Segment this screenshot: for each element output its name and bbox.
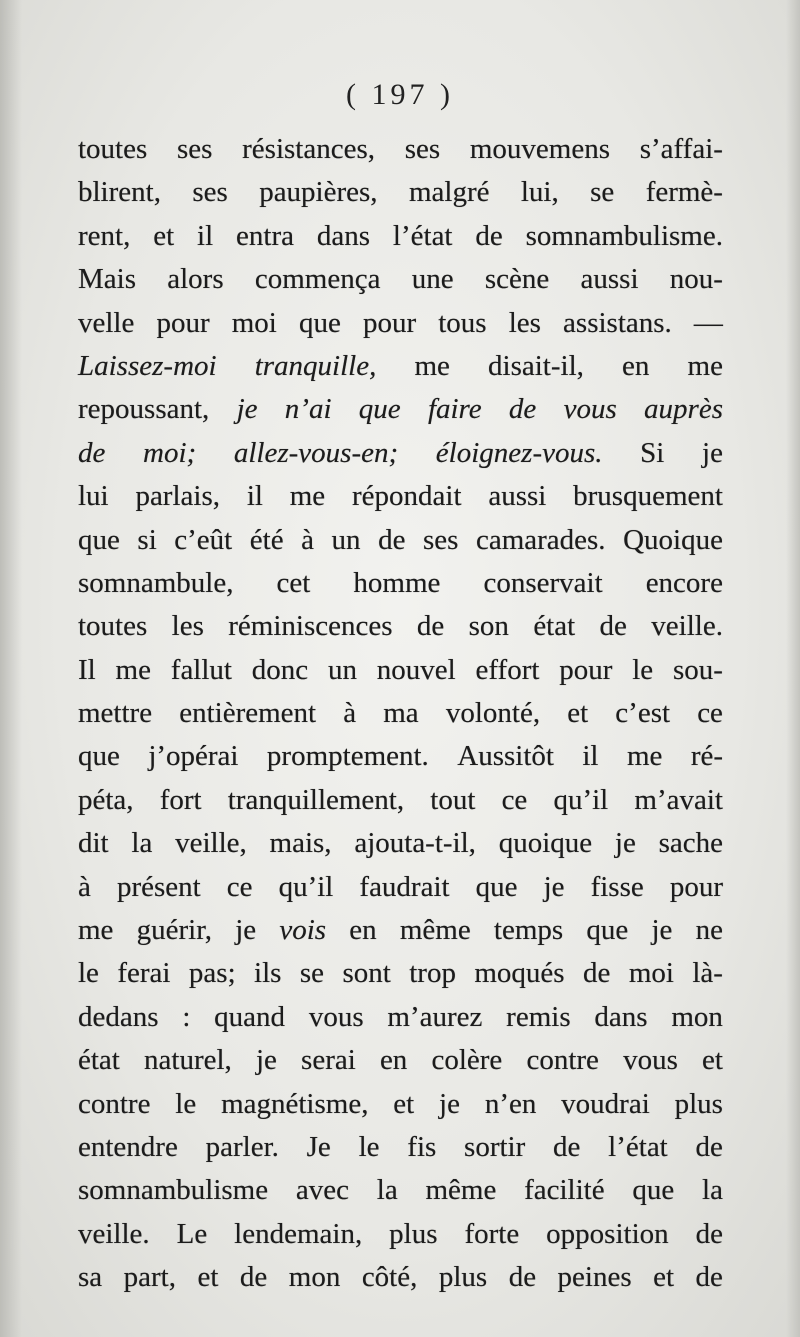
page-shadow-right	[786, 0, 800, 1337]
word: il	[246, 480, 263, 513]
word: en	[349, 914, 377, 947]
word: sache	[658, 827, 723, 860]
word: aussi	[580, 263, 639, 296]
word: Le	[176, 1217, 208, 1250]
text-line	[78, 562, 723, 605]
word: tout	[430, 783, 476, 816]
word: de	[695, 1261, 723, 1294]
word: tranquille,	[254, 349, 377, 382]
word: voudrai	[561, 1087, 650, 1120]
word: n’ai	[284, 393, 332, 426]
text-line	[78, 692, 723, 735]
text-line	[78, 866, 723, 909]
word: ajouta-t-il,	[354, 827, 476, 860]
word: et	[567, 697, 589, 730]
word: répondait	[352, 480, 462, 513]
word: de	[416, 610, 445, 643]
word: là-	[692, 957, 723, 990]
word: s’affai-	[639, 133, 723, 165]
word: m’avait	[634, 783, 723, 816]
word: le	[78, 957, 99, 990]
word: colère	[431, 1044, 503, 1077]
word: mon	[671, 1000, 723, 1033]
word: pas;	[188, 957, 236, 990]
word: même	[425, 1174, 497, 1207]
word: pour	[156, 306, 210, 339]
word: vous	[623, 1044, 678, 1077]
word: sa	[78, 1261, 103, 1294]
word: Aussitôt	[457, 740, 554, 773]
word: de	[508, 393, 537, 426]
word: un	[331, 523, 361, 556]
word: camarades.	[475, 523, 606, 556]
word: remis	[506, 1000, 571, 1033]
word: l’état	[392, 219, 453, 252]
word: ses	[176, 133, 213, 165]
word: m’aurez	[387, 1000, 483, 1033]
text-line	[78, 302, 723, 345]
word: même	[399, 914, 471, 947]
word: lendemain,	[234, 1217, 363, 1250]
word: que	[475, 870, 518, 903]
word: rent,	[78, 219, 131, 252]
word: entièrement	[179, 697, 317, 730]
text-line	[78, 171, 723, 214]
word: une	[411, 263, 454, 296]
word: un	[327, 653, 357, 686]
word: et	[702, 1044, 723, 1077]
word: somnambulisme.	[525, 219, 723, 252]
word: de	[695, 1130, 723, 1163]
word: nou-	[669, 263, 723, 296]
word: Laissez-moi	[78, 349, 217, 382]
word: qu’il	[553, 783, 609, 816]
word: état	[533, 610, 576, 643]
word: péta,	[78, 783, 134, 816]
word: somnambulisme	[78, 1174, 269, 1207]
word: conservait	[483, 566, 603, 599]
word: plus	[438, 1261, 488, 1294]
word: il	[582, 740, 599, 773]
word: dans	[594, 1000, 648, 1033]
word: donc	[251, 653, 309, 686]
word: me	[626, 740, 663, 773]
word: scène	[484, 263, 550, 296]
word: se	[590, 176, 615, 209]
word: tranquillement,	[227, 783, 405, 816]
word: de	[475, 219, 503, 252]
word: Si	[640, 436, 665, 469]
word: je	[543, 870, 565, 903]
word: la	[702, 1174, 723, 1207]
word: Il	[78, 653, 96, 686]
word: opposition	[546, 1217, 669, 1250]
word: trop	[409, 957, 456, 990]
word: de	[378, 523, 406, 556]
word: je	[702, 436, 723, 469]
word: ils	[254, 957, 282, 990]
word: mon	[288, 1261, 341, 1294]
word: mouvemens	[469, 133, 611, 165]
text-line	[78, 605, 723, 648]
word: toutes	[78, 610, 148, 643]
word: la	[376, 1174, 398, 1207]
word: allez-vous-en;	[233, 436, 399, 469]
word: dedans	[78, 1000, 159, 1033]
word: alors	[167, 263, 224, 296]
word: le	[358, 1130, 380, 1163]
word: homme	[353, 566, 441, 599]
word: dans	[316, 219, 371, 252]
word: je	[614, 827, 636, 860]
word: je	[236, 393, 258, 426]
word: ma	[383, 697, 419, 730]
word: en	[379, 1044, 408, 1077]
word: auprès	[644, 393, 723, 426]
word: disait-il,	[488, 349, 584, 382]
word: commença	[254, 263, 381, 296]
word: magnétisme,	[221, 1087, 369, 1120]
text-line	[78, 388, 723, 431]
word: malgré	[408, 176, 490, 209]
word: brusquement	[573, 480, 723, 513]
word: mettre	[78, 697, 153, 730]
word: il	[197, 219, 214, 252]
word: guérir,	[136, 914, 212, 947]
word: sont	[342, 957, 391, 990]
word: :	[182, 1000, 191, 1033]
word: blirent,	[78, 176, 161, 209]
word: je	[235, 914, 257, 947]
word: faire	[427, 393, 482, 426]
word: me	[414, 349, 450, 382]
word: temps	[493, 914, 564, 947]
word: aussi	[488, 480, 547, 513]
word: le	[632, 653, 654, 686]
word: de	[508, 1261, 537, 1294]
word: si	[137, 523, 157, 556]
word: ses	[404, 133, 441, 165]
word: me	[289, 480, 326, 513]
word: côté,	[361, 1261, 418, 1294]
word: l’état	[608, 1130, 668, 1163]
word: peines	[557, 1261, 632, 1294]
text-line	[78, 1169, 723, 1212]
text-line	[78, 1083, 723, 1126]
text-line	[78, 1039, 723, 1082]
word: son	[468, 610, 509, 643]
word: part,	[123, 1261, 176, 1294]
word: de	[599, 610, 627, 643]
text-line	[78, 996, 723, 1039]
word: vois	[279, 914, 327, 947]
word: réminiscences	[228, 610, 393, 643]
word: les	[171, 610, 204, 643]
word: me	[78, 914, 114, 947]
body-text	[78, 128, 723, 1300]
word: moqués	[474, 957, 565, 990]
text-line	[78, 909, 723, 952]
word: plus	[674, 1087, 723, 1120]
text-line	[78, 345, 723, 388]
word: les	[508, 306, 541, 339]
text-line	[78, 215, 723, 258]
word: naturel,	[144, 1044, 232, 1077]
text-line	[78, 952, 723, 995]
word: c’est	[615, 697, 671, 730]
word: avec	[295, 1174, 349, 1207]
word: vous	[308, 1000, 364, 1033]
word: ce	[226, 870, 253, 903]
word: Quoique	[623, 523, 723, 556]
word: assistans.	[563, 306, 672, 339]
word: se	[299, 957, 325, 990]
word: je	[651, 914, 673, 947]
word: j’opérai	[148, 740, 239, 773]
word: veille.	[78, 1217, 150, 1250]
word: ne	[695, 914, 723, 947]
word: quand	[214, 1000, 286, 1033]
word: lui,	[520, 176, 559, 209]
word: de	[553, 1130, 581, 1163]
word: fallut	[170, 653, 232, 686]
word: et	[393, 1087, 415, 1120]
word: pour	[559, 653, 613, 686]
word: —	[693, 306, 723, 339]
word: moi;	[143, 436, 197, 469]
text-line	[78, 1126, 723, 1169]
text-line	[78, 1256, 723, 1299]
text-line	[78, 779, 723, 822]
word: lui	[78, 480, 109, 513]
word: à	[301, 523, 314, 556]
word: tous	[438, 306, 487, 339]
word: pour	[669, 870, 723, 903]
word: me	[115, 653, 151, 686]
word: que	[78, 740, 120, 773]
word: c’eût	[174, 523, 233, 556]
word: dit	[78, 827, 109, 860]
word: et	[153, 219, 175, 252]
word: ré-	[690, 740, 723, 773]
word: faudrait	[359, 870, 450, 903]
word: n’en	[484, 1087, 537, 1120]
word: parlais,	[135, 480, 220, 513]
word: que	[358, 393, 401, 426]
word: parler.	[205, 1130, 279, 1163]
text-line	[78, 649, 723, 692]
word: velle	[78, 306, 135, 339]
word: à	[78, 870, 91, 903]
word: que	[586, 914, 629, 947]
word: éloignez-vous.	[435, 436, 603, 469]
word: moi	[231, 306, 277, 339]
word: ce	[501, 783, 528, 816]
word: somnambule,	[78, 566, 234, 599]
text-line	[78, 735, 723, 778]
word: de	[78, 436, 106, 469]
word: promptement.	[266, 740, 429, 773]
word: sou-	[672, 653, 723, 686]
word: moi	[628, 957, 674, 990]
word: veille,	[175, 827, 247, 860]
word: état	[78, 1044, 120, 1077]
word: veille.	[651, 610, 723, 643]
word: de	[583, 957, 611, 990]
word: que	[632, 1174, 675, 1207]
word: sortir	[464, 1130, 526, 1163]
word: que	[78, 523, 120, 556]
word: facilité	[524, 1174, 605, 1207]
text-line	[78, 1213, 723, 1256]
text-line	[78, 475, 723, 518]
text-line	[78, 258, 723, 301]
word: je	[255, 1044, 277, 1077]
word: paupières,	[259, 176, 378, 209]
word: fermè-	[645, 176, 723, 209]
word: fort	[159, 783, 202, 816]
word: vous	[563, 393, 617, 426]
word: et	[653, 1261, 675, 1294]
word: la	[131, 827, 153, 860]
word: à	[343, 697, 357, 730]
word: nouvel	[376, 653, 456, 686]
word: je	[439, 1087, 460, 1120]
word: mais,	[269, 827, 332, 860]
word: résistances,	[242, 133, 376, 165]
word: fisse	[590, 870, 644, 903]
word: Je	[306, 1130, 331, 1163]
word: pour	[362, 306, 417, 339]
text-line	[78, 432, 723, 475]
page-number: ( 197 )	[346, 78, 454, 111]
word: contre	[526, 1044, 599, 1077]
word: ferai	[117, 957, 171, 990]
word: quoique	[498, 827, 593, 860]
word: été	[249, 523, 284, 556]
word: et	[197, 1261, 219, 1294]
word: de	[695, 1217, 723, 1250]
text-line	[78, 128, 723, 171]
word: contre	[78, 1087, 151, 1120]
word: plus	[389, 1217, 438, 1250]
word: toutes	[78, 133, 148, 165]
word: ses	[192, 176, 228, 209]
page-shadow-left	[0, 0, 22, 1337]
word: entra	[236, 219, 294, 252]
word: ce	[697, 697, 723, 730]
word: ses	[422, 523, 459, 556]
word: cet	[276, 566, 311, 599]
word: volonté,	[445, 697, 541, 730]
word: encore	[645, 566, 723, 599]
word: serai	[301, 1044, 356, 1077]
text-line	[78, 822, 723, 865]
word: fis	[407, 1130, 437, 1163]
word: le	[175, 1087, 197, 1120]
text-line	[78, 519, 723, 562]
word: forte	[464, 1217, 520, 1250]
word: présent	[116, 870, 201, 903]
word: effort	[475, 653, 540, 686]
word: me	[687, 349, 723, 382]
word: en	[622, 349, 650, 382]
word: repoussant,	[78, 393, 210, 426]
word: Mais	[78, 263, 136, 296]
word: qu’il	[278, 870, 334, 903]
word: que	[298, 306, 341, 339]
word: entendre	[78, 1130, 178, 1163]
word: de	[239, 1261, 268, 1294]
